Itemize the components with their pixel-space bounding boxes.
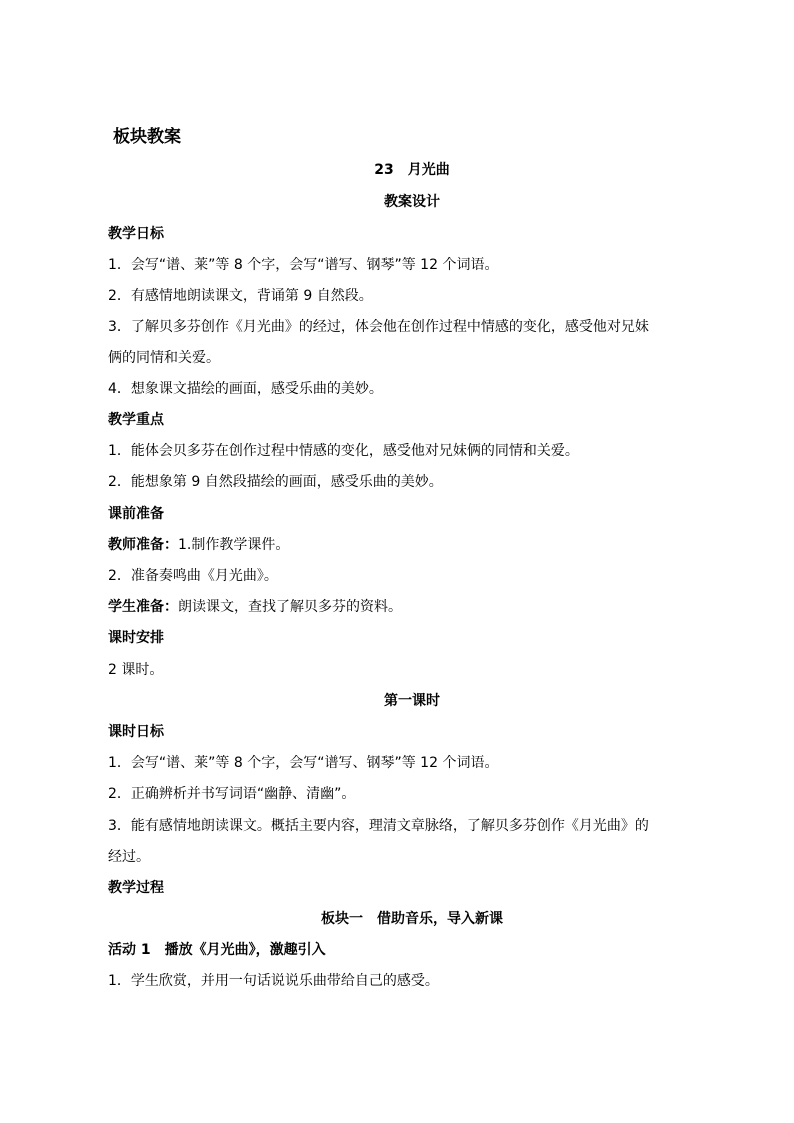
teacher-prep-label: 教师准备： bbox=[108, 537, 178, 553]
goal-item: 1．会写“谱、莱”等 8 个字，会写“谱写、钢琴”等 12 个词语。 bbox=[108, 257, 499, 273]
process-heading: 教学过程 bbox=[108, 880, 164, 896]
lesson-goal-item: 1．会写“谱、莱”等 8 个字，会写“谱写、钢琴”等 12 个词语。 bbox=[108, 755, 499, 771]
student-prep-text: 朗读课文，查找了解贝多芬的资料。 bbox=[178, 599, 402, 615]
lesson-goal-item: 2．正确辨析并书写词语“幽静、清幽”。 bbox=[108, 786, 356, 802]
key-points-heading: 教学重点 bbox=[108, 412, 164, 428]
lesson-goals-heading: 课时日标 bbox=[108, 724, 164, 740]
key-point-item: 1．能体会贝多芬在创作过程中情感的变化，感受他对兄妹俩的同情和关爱。 bbox=[108, 443, 579, 459]
schedule-text: 2 课时。 bbox=[108, 662, 164, 678]
student-prep-line bbox=[108, 597, 718, 617]
section-one-heading: 板块一 借助音乐，导入新课 bbox=[321, 911, 503, 927]
document-header: 板块教案 bbox=[113, 127, 181, 147]
activity-label: 活动 1 bbox=[108, 942, 165, 958]
section-subtitle: 教案设计 bbox=[384, 194, 440, 210]
prep-heading: 课前准备 bbox=[108, 506, 164, 522]
goal-item: 3．了解贝多芬创作《月光曲》的经过，体会他在创作过程中情感的变化，感受他对兄妹 bbox=[108, 319, 649, 335]
teacher-prep-line bbox=[108, 535, 718, 555]
teacher-prep-item: 1.制作教学课件。 bbox=[178, 537, 290, 553]
schedule-heading: 课时安排 bbox=[108, 630, 164, 646]
activity-title: 播放《月光曲》，激趣引入 bbox=[164, 942, 326, 958]
lesson-goal-item-continued: 经过。 bbox=[108, 849, 150, 865]
activity-heading bbox=[108, 940, 718, 960]
goal-item: 2．有感情地朗读课文，背诵第 9 自然段。 bbox=[108, 288, 373, 304]
lesson-title: 23 月光曲 bbox=[374, 162, 450, 178]
goal-item-continued: 俩的同情和关爱。 bbox=[108, 350, 220, 366]
goals-heading: 教学日标 bbox=[108, 226, 164, 242]
student-prep-label: 学生准备： bbox=[108, 599, 178, 615]
activity-step: 1．学生欣赏，并用一句话说说乐曲带给自己的感受。 bbox=[108, 973, 439, 989]
goal-item: 4．想象课文描绘的画面，感受乐曲的美妙。 bbox=[108, 381, 383, 397]
first-lesson-heading: 第一课时 bbox=[384, 693, 440, 709]
lesson-goal-item: 3．能有感情地朗读课文。概括主要内容，理清文章脉络，了解贝多芬创作《月光曲》的 bbox=[108, 818, 649, 834]
teacher-prep-item: 2．准备奏鸣曲《月光曲》。 bbox=[108, 568, 278, 584]
key-point-item: 2．能想象第 9 自然段描绘的画面，感受乐曲的美妙。 bbox=[108, 474, 443, 490]
